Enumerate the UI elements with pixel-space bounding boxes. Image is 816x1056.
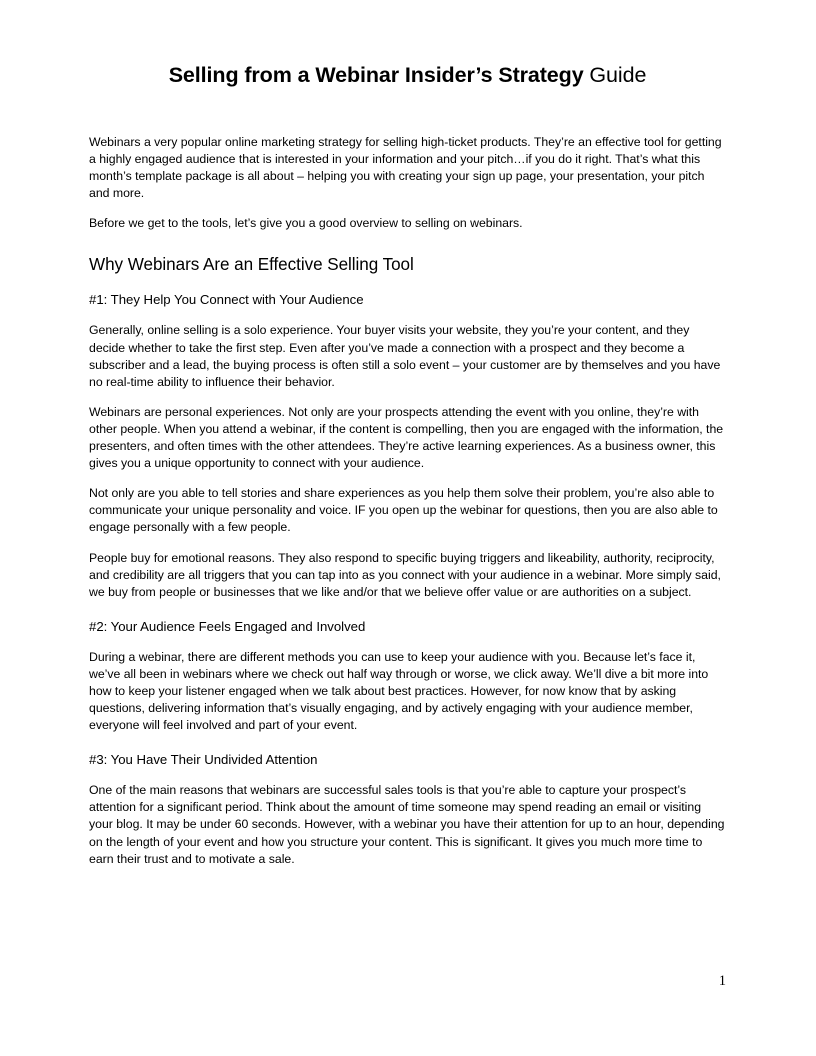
spacer bbox=[89, 88, 726, 134]
page-title bbox=[89, 0, 726, 88]
page-title-bold-part: Selling from a Webinar Insider’s Strategy bbox=[168, 63, 584, 87]
spacer bbox=[89, 636, 726, 649]
page-number: 1 bbox=[718, 973, 726, 989]
subsection-1-paragraph-4: People buy for emotional reasons. They also respond to specific buying triggers and likeability, authority, reciprocity, and credibility are all triggers that you can tap into as you connect with your audience in a webinar. More simply said, we buy from people or businesses that we like and/or that we believe offer value or are authorities on a subject. bbox=[89, 550, 721, 599]
subsection-2-paragraph-1: During a webinar, there are different methods you can use to keep your audience with you. Because let’s face it, we’ve all been in webinars where we check out half way through or worse, we click away. We’ll dive a bit more into how to keep your listener engaged when we talk about best practices. However, for now know that by asking questions, delivering information that’s visually engaging, and by actively engaging with your audience member, everyone will feel involved and part of your event. bbox=[89, 649, 709, 733]
section-heading: Why Webinars Are an Effective Selling Tool bbox=[89, 255, 414, 275]
spacer bbox=[89, 601, 726, 618]
spacer bbox=[89, 309, 726, 322]
spacer bbox=[89, 537, 726, 550]
subsection-1-paragraph-3: Not only are you able to tell stories and share experiences as you help them solve their problem, you’re also able to communicate your unique personality and voice. IF you open up the webinar for questions, then you are also able to engage personally with a few people. bbox=[89, 486, 718, 535]
spacer bbox=[89, 202, 726, 215]
subsection-heading-1: #1: They Help You Connect with Your Audience bbox=[89, 292, 364, 308]
subsection-heading-3: #3: You Have Their Undivided Attention bbox=[89, 752, 318, 768]
subsection-heading-2: #2: Your Audience Feels Engaged and Involved bbox=[89, 618, 366, 634]
intro-paragraph-1: Webinars a very popular online marketing strategy for selling high-ticket products. They’re an effective tool for getting a highly engaged audience that is interested in your information and your pitch…if you do it right. That’s what this month’s template package is all about – helping you with creating your sign up page, your presentation, your pitch and more. bbox=[89, 135, 722, 201]
intro-paragraph-2: Before we get to the tools, let’s give you a good overview to selling on webinars. bbox=[89, 216, 523, 231]
document-content bbox=[89, 0, 726, 868]
subsection-3-paragraph-1: One of the main reasons that webinars are successful sales tools is that you’re able to capture your prospect’s attention for a significant period. Think about the amount of time someone may spend reading an email or visiting your blog. It may be under 60 seconds. However, with a webinar you have their attention for up to an hour, depending on the length of your event and how you structure your content. This is significant. It gives you much more time to earn their trust and to motivate a sale. bbox=[89, 783, 725, 866]
spacer bbox=[89, 472, 726, 485]
spacer bbox=[89, 232, 726, 254]
subsection-1-paragraph-2: Webinars are personal experiences. Not only are your prospects attending the event with you online, they’re with other people. When you attend a webinar, if the content is compelling, then you are engaged with the information, the presenters, and often times with the other attendees. They’re active learning experiences. As a business owner, this gives you a unique opportunity to connect with your audience. bbox=[89, 404, 724, 471]
page-title-light-part: Guide bbox=[583, 63, 647, 87]
subsection-1-paragraph-1: Generally, online selling is a solo experience. Your buyer visits your website, they you’re your content, and they decide whether to take the first step. Even after you’ve made a connection with a prospect and they become a subscriber and a lead, the buying process is often still a solo event – your customer are by themselves and you have no real-time ability to influence their behavior. bbox=[89, 323, 721, 389]
spacer bbox=[89, 391, 726, 404]
spacer bbox=[89, 276, 726, 291]
spacer bbox=[89, 769, 726, 782]
spacer bbox=[89, 734, 726, 751]
